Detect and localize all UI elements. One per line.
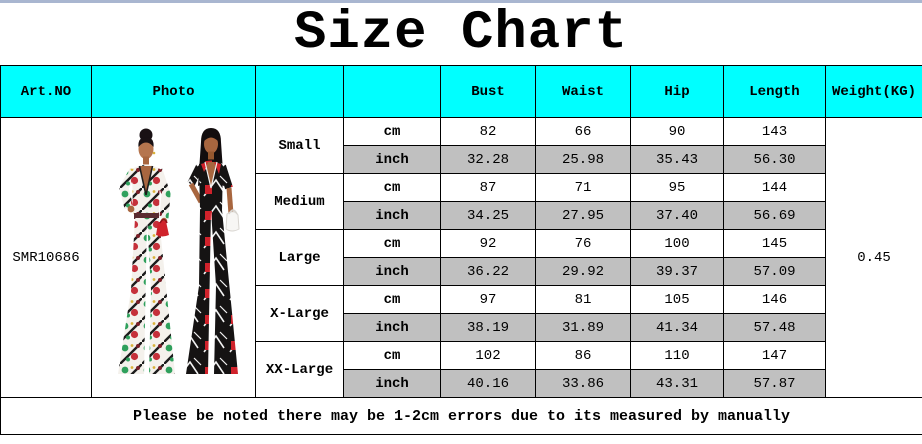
header-cell-photo: Photo [92,66,256,118]
unit-label: cm [344,230,441,258]
value-length: 56.69 [724,202,826,230]
value-waist: 76 [536,230,631,258]
value-waist: 66 [536,118,631,146]
value-waist: 25.98 [536,146,631,174]
value-hip: 105 [631,286,724,314]
value-length: 147 [724,342,826,370]
value-hip: 35.43 [631,146,724,174]
value-waist: 27.95 [536,202,631,230]
value-length: 57.87 [724,370,826,398]
value-hip: 100 [631,230,724,258]
value-waist: 31.89 [536,314,631,342]
page-title: Size Chart [293,3,629,64]
unit-label: inch [344,146,441,174]
unit-label: inch [344,202,441,230]
value-waist: 81 [536,286,631,314]
value-bust: 102 [441,342,536,370]
value-length: 57.48 [724,314,826,342]
note-row [1,398,922,435]
size-label: XX-Large [256,342,344,398]
size-label: Small [256,118,344,174]
value-waist: 71 [536,174,631,202]
size-label: X-Large [256,286,344,342]
value-length: 143 [724,118,826,146]
header-cell-length: Length [724,66,826,118]
jumpsuit-models-illustration [98,122,248,394]
value-bust: 87 [441,174,536,202]
header-cell-size [256,66,344,118]
value-bust: 92 [441,230,536,258]
value-bust: 36.22 [441,258,536,286]
header-row [1,66,922,118]
value-length: 144 [724,174,826,202]
value-length: 56.30 [724,146,826,174]
value-hip: 110 [631,342,724,370]
header-cell-bust: Bust [441,66,536,118]
value-hip: 43.31 [631,370,724,398]
value-bust: 82 [441,118,536,146]
value-hip: 37.40 [631,202,724,230]
value-hip: 41.34 [631,314,724,342]
size-chart-table [0,65,922,435]
unit-label: cm [344,174,441,202]
size-label: Large [256,230,344,286]
unit-label: cm [344,118,441,146]
unit-label: inch [344,370,441,398]
value-waist: 29.92 [536,258,631,286]
value-waist: 33.86 [536,370,631,398]
value-bust: 34.25 [441,202,536,230]
weight-value: 0.45 [826,118,922,398]
value-length: 57.09 [724,258,826,286]
header-cell-waist: Waist [536,66,631,118]
value-length: 146 [724,286,826,314]
unit-label: inch [344,314,441,342]
table-row [1,118,922,146]
value-hip: 95 [631,174,724,202]
product-photo [92,119,254,397]
photo-cell [92,118,256,398]
value-waist: 86 [536,342,631,370]
header-cell-hip: Hip [631,66,724,118]
value-length: 145 [724,230,826,258]
value-hip: 39.37 [631,258,724,286]
value-bust: 38.19 [441,314,536,342]
value-bust: 40.16 [441,370,536,398]
unit-label: cm [344,342,441,370]
value-bust: 97 [441,286,536,314]
value-hip: 90 [631,118,724,146]
unit-label: inch [344,258,441,286]
header-cell-weight: Weight(KG) [826,66,922,118]
header-cell-art-no: Art.NO [1,66,92,118]
size-label: Medium [256,174,344,230]
measurement-note: Please be noted there may be 1-2cm errors due to its measured by manually [1,398,922,435]
value-bust: 32.28 [441,146,536,174]
header-cell-unit [344,66,441,118]
unit-label: cm [344,286,441,314]
art-no-value: SMR10686 [1,118,92,398]
